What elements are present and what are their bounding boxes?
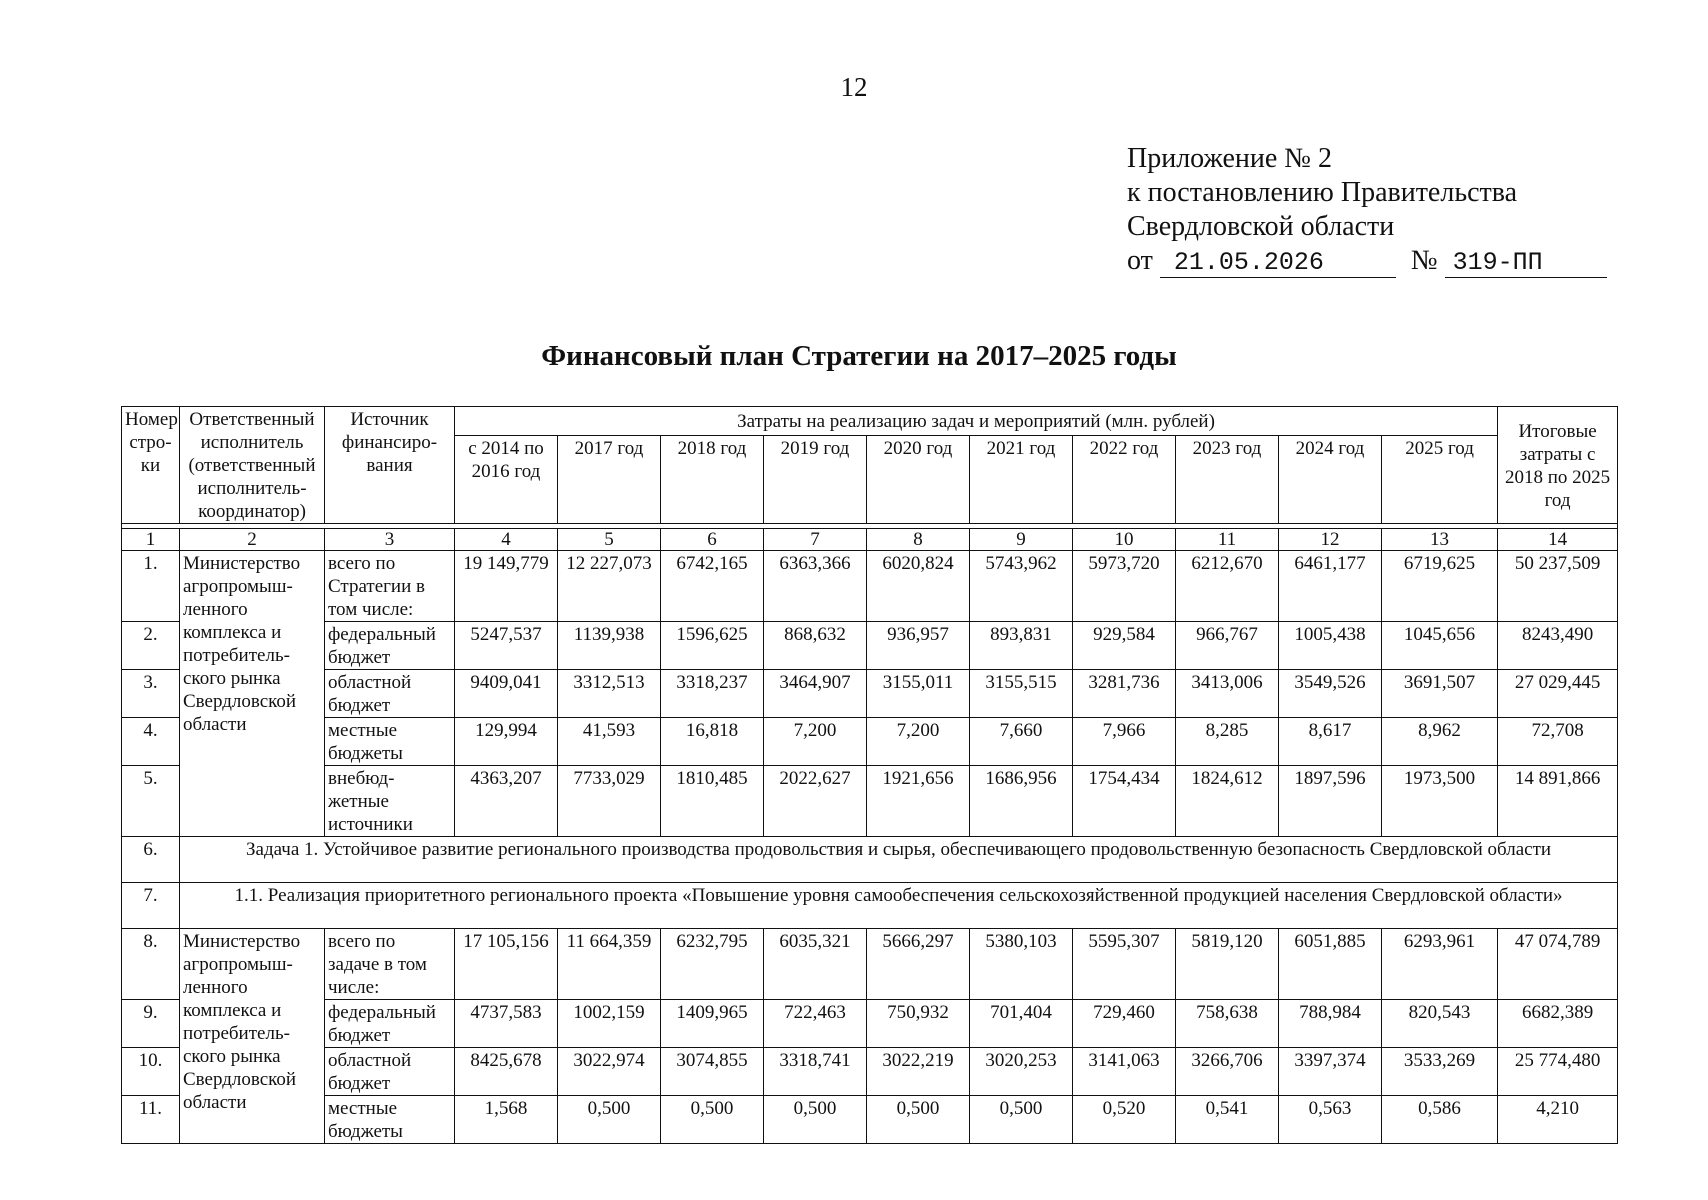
table-row <box>122 551 1618 622</box>
appendix-line-1: Приложение № 2 <box>1127 143 1332 174</box>
value-cell: 41,593 <box>558 718 661 766</box>
value-cell: 47 074,789 <box>1498 929 1618 1000</box>
header-year: с 2014 по 2016 год <box>455 436 558 524</box>
value-cell: 6020,824 <box>867 551 970 622</box>
value-cell: 750,932 <box>867 1000 970 1048</box>
header-year: 2021 год <box>970 436 1073 524</box>
row-number: 4. <box>122 718 180 766</box>
value-cell: 893,831 <box>970 622 1073 670</box>
source-cell: всего по задаче в том числе: <box>325 929 455 1000</box>
value-cell: 6682,389 <box>1498 1000 1618 1048</box>
source-cell: областной бюджет <box>325 1048 455 1096</box>
appendix-line-2: к постановлению Правительства <box>1127 177 1518 208</box>
header-row-number: Номер стро-ки <box>122 407 180 524</box>
value-cell: 6232,795 <box>661 929 764 1000</box>
column-number: 11 <box>1176 529 1279 551</box>
value-cell: 3464,907 <box>764 670 867 718</box>
header-year: 2018 год <box>661 436 764 524</box>
row-number: 6. <box>122 837 180 883</box>
table-row <box>122 766 1618 837</box>
value-cell: 7,200 <box>867 718 970 766</box>
value-cell: 3155,515 <box>970 670 1073 718</box>
value-cell: 3413,006 <box>1176 670 1279 718</box>
value-cell: 7,966 <box>1073 718 1176 766</box>
resolution-date: 21.05.2026 <box>1160 249 1396 278</box>
source-cell: всего по Стратегии в том числе: <box>325 551 455 622</box>
value-cell: 7733,029 <box>558 766 661 837</box>
column-number: 1 <box>122 529 180 551</box>
section-row <box>122 837 1618 883</box>
row-number: 10. <box>122 1048 180 1096</box>
value-cell: 6051,885 <box>1279 929 1382 1000</box>
page-number: 12 <box>840 72 868 102</box>
value-cell: 0,500 <box>661 1096 764 1144</box>
column-numbers-row <box>122 529 1618 551</box>
value-cell: 7,660 <box>970 718 1073 766</box>
table-row <box>122 1000 1618 1048</box>
table-row <box>122 1048 1618 1096</box>
row-number: 1. <box>122 551 180 622</box>
date-prefix: от <box>1127 245 1153 276</box>
value-cell: 0,500 <box>764 1096 867 1144</box>
column-number: 13 <box>1382 529 1498 551</box>
header-source: Источник финансиро-вания <box>325 407 455 524</box>
column-number: 8 <box>867 529 970 551</box>
value-cell: 936,957 <box>867 622 970 670</box>
value-cell: 1973,500 <box>1382 766 1498 837</box>
value-cell: 8425,678 <box>455 1048 558 1096</box>
value-cell: 5973,720 <box>1073 551 1176 622</box>
value-cell: 3022,219 <box>867 1048 970 1096</box>
value-cell: 1897,596 <box>1279 766 1382 837</box>
value-cell: 820,543 <box>1382 1000 1498 1048</box>
column-number: 9 <box>970 529 1073 551</box>
value-cell: 3549,526 <box>1279 670 1382 718</box>
value-cell: 16,818 <box>661 718 764 766</box>
appendix-date-line <box>1127 244 1607 278</box>
value-cell: 0,500 <box>970 1096 1073 1144</box>
value-cell: 50 237,509 <box>1498 551 1618 622</box>
value-cell: 5743,962 <box>970 551 1073 622</box>
value-cell: 758,638 <box>1176 1000 1279 1048</box>
source-cell: местные бюджеты <box>325 1096 455 1144</box>
appendix-block <box>1127 142 1607 278</box>
value-cell: 1045,656 <box>1382 622 1498 670</box>
value-cell: 6742,165 <box>661 551 764 622</box>
table-row <box>122 670 1618 718</box>
header-year: 2022 год <box>1073 436 1176 524</box>
row-number: 7. <box>122 883 180 929</box>
project-heading: 1.1. Реализация приоритетного регионального проекта «Повышение уровня самообеспечения сельскохозяйственной продукцией населения Свердловской области» <box>180 883 1618 929</box>
value-cell: 2022,627 <box>764 766 867 837</box>
column-number: 4 <box>455 529 558 551</box>
source-cell: областной бюджет <box>325 670 455 718</box>
value-cell: 0,541 <box>1176 1096 1279 1144</box>
value-cell: 14 891,866 <box>1498 766 1618 837</box>
source-cell: внебюд-жетные источники <box>325 766 455 837</box>
row-number: 2. <box>122 622 180 670</box>
value-cell: 3397,374 <box>1279 1048 1382 1096</box>
value-cell: 1139,938 <box>558 622 661 670</box>
value-cell: 1754,434 <box>1073 766 1176 837</box>
header-year: 2017 год <box>558 436 661 524</box>
value-cell: 1005,438 <box>1279 622 1382 670</box>
value-cell: 3281,736 <box>1073 670 1176 718</box>
value-cell: 72,708 <box>1498 718 1618 766</box>
section-row <box>122 883 1618 929</box>
value-cell: 0,500 <box>558 1096 661 1144</box>
value-cell: 6461,177 <box>1279 551 1382 622</box>
table-row <box>122 622 1618 670</box>
value-cell: 12 227,073 <box>558 551 661 622</box>
row-number: 9. <box>122 1000 180 1048</box>
header-year: 2019 год <box>764 436 867 524</box>
value-cell: 8,285 <box>1176 718 1279 766</box>
column-number: 6 <box>661 529 764 551</box>
row-number: 3. <box>122 670 180 718</box>
value-cell: 3141,063 <box>1073 1048 1176 1096</box>
value-cell: 3074,855 <box>661 1048 764 1096</box>
value-cell: 11 664,359 <box>558 929 661 1000</box>
number-prefix: № <box>1410 245 1438 276</box>
header-costs-group: Затраты на реализацию задач и мероприятий (млн. рублей) <box>455 407 1498 436</box>
value-cell: 6035,321 <box>764 929 867 1000</box>
column-number: 5 <box>558 529 661 551</box>
value-cell: 6719,625 <box>1382 551 1498 622</box>
executor-cell: Министерство агропромыш-ленного комплекса и потребитель-ского рынка Свердловской области <box>180 929 325 1144</box>
value-cell: 0,563 <box>1279 1096 1382 1144</box>
value-cell: 25 774,480 <box>1498 1048 1618 1096</box>
row-number: 8. <box>122 929 180 1000</box>
value-cell: 6293,961 <box>1382 929 1498 1000</box>
row-number: 11. <box>122 1096 180 1144</box>
value-cell: 1921,656 <box>867 766 970 837</box>
value-cell: 788,984 <box>1279 1000 1382 1048</box>
value-cell: 17 105,156 <box>455 929 558 1000</box>
value-cell: 3318,237 <box>661 670 764 718</box>
value-cell: 722,463 <box>764 1000 867 1048</box>
value-cell: 0,500 <box>867 1096 970 1144</box>
value-cell: 1,568 <box>455 1096 558 1144</box>
task-heading: Задача 1. Устойчивое развитие регионального производства продовольствия и сырья, обеспечивающего продовольственную безопасность Свердловской области <box>180 837 1618 883</box>
table-row <box>122 1096 1618 1144</box>
column-number: 14 <box>1498 529 1618 551</box>
column-number: 12 <box>1279 529 1382 551</box>
value-cell: 3022,974 <box>558 1048 661 1096</box>
value-cell: 3533,269 <box>1382 1048 1498 1096</box>
value-cell: 0,586 <box>1382 1096 1498 1144</box>
value-cell: 5819,120 <box>1176 929 1279 1000</box>
value-cell: 6363,366 <box>764 551 867 622</box>
value-cell: 6212,670 <box>1176 551 1279 622</box>
value-cell: 1686,956 <box>970 766 1073 837</box>
value-cell: 1002,159 <box>558 1000 661 1048</box>
value-cell: 1824,612 <box>1176 766 1279 837</box>
value-cell: 129,994 <box>455 718 558 766</box>
value-cell: 3266,706 <box>1176 1048 1279 1096</box>
header-year: 2020 год <box>867 436 970 524</box>
value-cell: 3318,741 <box>764 1048 867 1096</box>
value-cell: 729,460 <box>1073 1000 1176 1048</box>
column-number: 3 <box>325 529 455 551</box>
column-number: 10 <box>1073 529 1176 551</box>
financial-plan-table <box>121 406 1618 1144</box>
value-cell: 1409,965 <box>661 1000 764 1048</box>
header-year: 2023 год <box>1176 436 1279 524</box>
table-row <box>122 718 1618 766</box>
value-cell: 3312,513 <box>558 670 661 718</box>
value-cell: 9409,041 <box>455 670 558 718</box>
table-row <box>122 929 1618 1000</box>
value-cell: 4,210 <box>1498 1096 1618 1144</box>
source-cell: федеральный бюджет <box>325 622 455 670</box>
value-cell: 5666,297 <box>867 929 970 1000</box>
value-cell: 701,404 <box>970 1000 1073 1048</box>
value-cell: 5380,103 <box>970 929 1073 1000</box>
value-cell: 4737,583 <box>455 1000 558 1048</box>
value-cell: 8,962 <box>1382 718 1498 766</box>
value-cell: 19 149,779 <box>455 551 558 622</box>
value-cell: 1810,485 <box>661 766 764 837</box>
header-row-1 <box>122 407 1618 436</box>
executor-cell: Министерство агропромыш-ленного комплекса и потребитель-ского рынка Свердловской области <box>180 551 325 837</box>
value-cell: 966,767 <box>1176 622 1279 670</box>
value-cell: 929,584 <box>1073 622 1176 670</box>
appendix-line-3: Свердловской области <box>1127 211 1395 242</box>
value-cell: 3691,507 <box>1382 670 1498 718</box>
value-cell: 27 029,445 <box>1498 670 1618 718</box>
value-cell: 0,520 <box>1073 1096 1176 1144</box>
column-number: 7 <box>764 529 867 551</box>
value-cell: 5247,537 <box>455 622 558 670</box>
document-title: Финансовый план Стратегии на 2017–2025 годы <box>541 340 1177 372</box>
value-cell: 868,632 <box>764 622 867 670</box>
value-cell: 5595,307 <box>1073 929 1176 1000</box>
header-year: 2024 год <box>1279 436 1382 524</box>
header-year: 2025 год <box>1382 436 1498 524</box>
value-cell: 3020,253 <box>970 1048 1073 1096</box>
value-cell: 3155,011 <box>867 670 970 718</box>
value-cell: 4363,207 <box>455 766 558 837</box>
value-cell: 7,200 <box>764 718 867 766</box>
source-cell: федеральный бюджет <box>325 1000 455 1048</box>
value-cell: 8,617 <box>1279 718 1382 766</box>
value-cell: 8243,490 <box>1498 622 1618 670</box>
value-cell: 1596,625 <box>661 622 764 670</box>
header-total: Итоговые затраты с 2018 по 2025 год <box>1498 407 1618 524</box>
source-cell: местные бюджеты <box>325 718 455 766</box>
row-number: 5. <box>122 766 180 837</box>
column-number: 2 <box>180 529 325 551</box>
resolution-number: 319-ПП <box>1445 249 1607 278</box>
header-executor: Ответственный исполнитель (ответственный исполнитель-координатор) <box>180 407 325 524</box>
